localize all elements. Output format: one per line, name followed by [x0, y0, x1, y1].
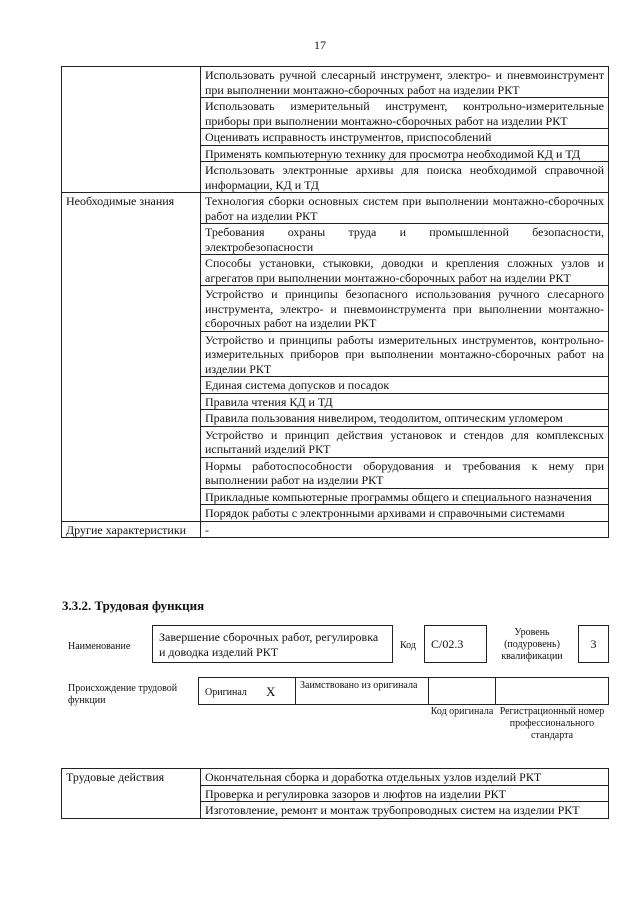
other-characteristics-label: Другие характеристики [62, 521, 201, 538]
action-cell: Изготовление, ремонт и монтаж трубопроводных систем на изделии РКТ [201, 802, 609, 819]
borrowed-label: Заимствовано из оригинала [300, 680, 418, 691]
knowledge-cell: Порядок работы с электронными архивами и справочными системами [201, 505, 609, 522]
skill-cell: Использовать измерительный инструмент, контрольно-измерительные приборы при выполнении монтажно-сборочных работ на изделии РКТ [201, 98, 609, 129]
origin-label: Происхождение трудовой функции [68, 683, 178, 706]
qualification-level-value: 3 [578, 625, 609, 663]
table-row [62, 769, 609, 786]
skills-label-cell [62, 67, 201, 193]
skill-cell: Использовать электронные архивы для поиска необходимой справочной информации, КД и ТД [201, 162, 609, 193]
knowledge-cell: Единая система допусков и посадок [201, 377, 609, 394]
code-label: Код [400, 640, 416, 651]
other-characteristics-value: - [201, 521, 609, 538]
knowledge-cell: Требования охраны труда и промышленной безопасности, электробезопасности [201, 224, 609, 255]
knowledge-cell: Нормы работоспособности оборудования и требования к нему при выполнении работ на изделии РКТ [201, 457, 609, 488]
skill-cell: Применять компьютерную технику для просмотра необходимой КД и ТД [201, 145, 609, 162]
table-row [62, 521, 609, 538]
knowledge-label: Необходимые знания [62, 193, 201, 522]
table-row [62, 67, 609, 98]
name-label: Наименование [68, 641, 131, 652]
knowledge-cell: Правила чтения КД и ТД [201, 393, 609, 410]
page-number: 17 [314, 38, 326, 52]
knowledge-cell: Прикладные компьютерные программы общего и специального назначения [201, 488, 609, 505]
origin-reg-number-cell [495, 677, 609, 705]
knowledge-cell: Технология сборки основных систем при выполнении монтажно-сборочных работ на изделии РКТ [201, 193, 609, 224]
knowledge-cell: Устройство и принципы безопасного использования ручного слесарного инструмента, электро- и пневмоинструмента при выполнении монтажно-сборочных работ на изделии РКТ [201, 286, 609, 332]
skill-cell: Использовать ручной слесарный инструмент, электро- и пневмоинструмент при выполнении монтажно-сборочных работ на изделии РКТ [201, 67, 609, 98]
knowledge-cell: Устройство и принцип действия установок и стендов для комплексных испытаний изделий РКТ [201, 426, 609, 457]
original-label: Оригинал [205, 687, 247, 698]
labour-actions-table [61, 768, 609, 819]
section-heading: 3.3.2. Трудовая функция [62, 598, 205, 613]
knowledge-cell: Правила пользования нивелиром, теодолитом, оптическим угломером [201, 410, 609, 427]
original-mark: X [266, 684, 276, 699]
knowledge-cell: Устройство и принципы работы измерительных инструментов, контрольно-измерительных приборов при выполнении монтажно-сборочных работ на изделии РКТ [201, 331, 609, 377]
labour-actions-label: Трудовые действия [62, 769, 201, 819]
knowledge-cell: Способы установки, стыковки, доводки и крепления сложных узлов и агрегатов при выполнении монтажно-сборочных работ на изделии РКТ [201, 255, 609, 286]
level-label: Уровень (подуровень) квалификации [501, 627, 563, 662]
origin-code-cell [428, 677, 496, 705]
skill-cell: Оценивать исправность инструментов, приспособлений [201, 129, 609, 146]
reg-number-caption: Регистрационный номер профессионального стандарта [499, 706, 605, 741]
function-name-value: Завершение сборочных работ, регулировка и доводка изделий РКТ [152, 625, 393, 663]
skills-knowledge-table [61, 66, 609, 538]
action-cell: Окончательная сборка и доработка отдельных узлов изделий РКТ [201, 769, 609, 786]
table-row [62, 193, 609, 224]
action-cell: Проверка и регулировка зазоров и люфтов на изделии РКТ [201, 785, 609, 802]
function-code-value: C/02.3 [424, 625, 487, 663]
code-original-caption: Код оригинала [430, 706, 494, 717]
